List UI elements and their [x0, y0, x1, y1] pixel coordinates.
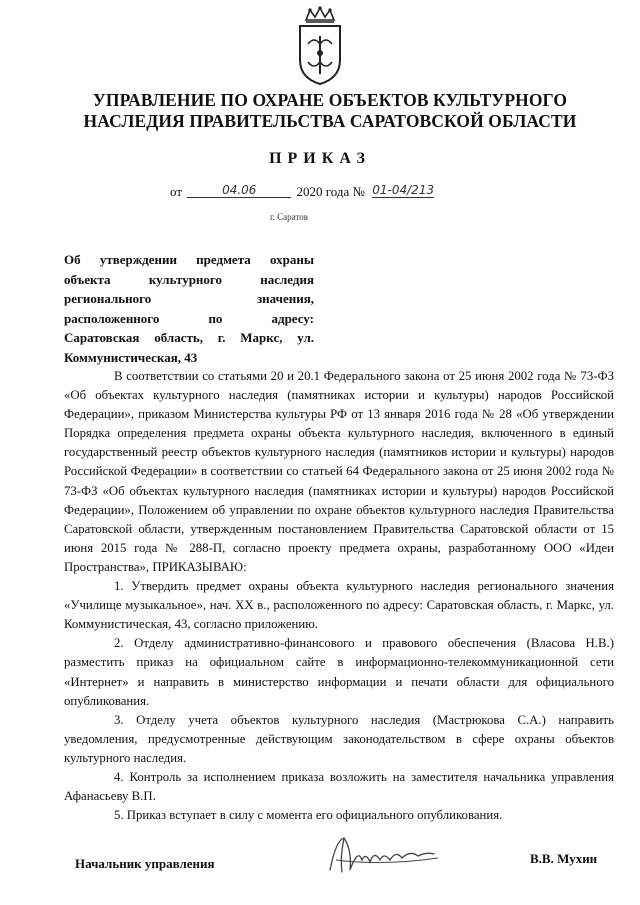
order-item-5: 5. Приказ вступает в силу с момента его официального опубликования.: [114, 808, 503, 823]
subject-line: Саратовская область, г. Маркс, ул.: [64, 330, 314, 345]
order-item-4: 4. Контроль за исполнением приказа возложить на заместителя начальника управления Афанасьеву В.П.: [64, 769, 614, 804]
subject-line: объекта культурного наследия: [64, 271, 314, 287]
order-body: [64, 367, 614, 825]
order-date-handwritten: 04.06: [187, 183, 291, 198]
order-item-1: 1. Утвердить предмет охраны объекта культурного наследия регионального значения «Училище музыкальное», нач. XX в., расположенного по адресу: Саратовская область, г. Маркс, ул. Коммунистическая, 43, согласно приложению.: [64, 579, 614, 632]
city-label: г. Саратов: [270, 212, 308, 222]
order-item-3: 3. Отделу учета объектов культурного наследия (Мастрюкова С.А.) направить уведомления, предусмотренные действующим законодательством в сфере охраны объектов культурного наследия.: [64, 712, 614, 765]
agency-header: [60, 90, 600, 132]
agency-header-line2: НАСЛЕДИЯ ПРАВИТЕЛЬСТВА САРАТОВСКОЙ ОБЛАСТИ: [83, 111, 577, 131]
order-number-handwritten: 01-04/213: [372, 183, 435, 197]
order-date-line: [170, 184, 470, 200]
agency-header-line1: УПРАВЛЕНИЕ ПО ОХРАНЕ ОБЪЕКТОВ КУЛЬТУРНОГО: [92, 90, 568, 110]
order-item-2: 2. Отделу административно-финансового и правового обеспечения (Власова Н.В.) разместить приказ на официальном сайте в информационно-телекоммуникационной сети «Интернет» и направить в министерство информации и печати области для официального опубликования.: [64, 636, 614, 708]
subject-line: регионального значения,: [64, 291, 314, 306]
year-number-label: 2020 года №: [296, 184, 365, 199]
subject-line: Коммунистическая, 43: [64, 349, 198, 365]
signatory-name: В.В. Мухин: [530, 851, 598, 866]
order-subject: [64, 250, 314, 367]
handwritten-signature: [322, 830, 442, 880]
from-label: от: [170, 184, 183, 199]
signatory-position: Начальник управления: [75, 856, 215, 871]
subject-line: расположенного по адресу:: [64, 310, 314, 326]
subject-line: Об утверждении предмета охраны: [64, 252, 314, 267]
order-title: ПРИКАЗ: [269, 150, 371, 167]
preamble-paragraph: В соответствии со статьями 20 и 20.1 Федерального закона от 25 июня 2002 года № 73-ФЗ «Об объектах культурного наследия (памятниках истории и культуры) народов Российской Федерации», приказом Министерства культуры РФ от 13 января 2016 года № 28 «Об утверждении Порядка определения предмета охраны объекта культурного наследия, включенного в единый государственный реестр объектов культурного наследия (памятников истории и культуры) народов Российской Федерации» в соответствии со статьей 64 Федерального закона от 25 июня 2002 года № 73-ФЗ «Об объектах культурного наследия (памятниках истории и культуры) народов Российской Федерации», Положением об управлении по охране объектов культурного наследия Правительства Саратовской области, утвержденным постановлением Правительства Саратовской области от 15 июня 2015 года № 288-П, согласно проекту предмета охраны, разработанному ООО «Идеи Пространства», ПРИКАЗЫВАЮ:: [64, 369, 614, 574]
coat-of-arms-icon: [294, 6, 346, 86]
